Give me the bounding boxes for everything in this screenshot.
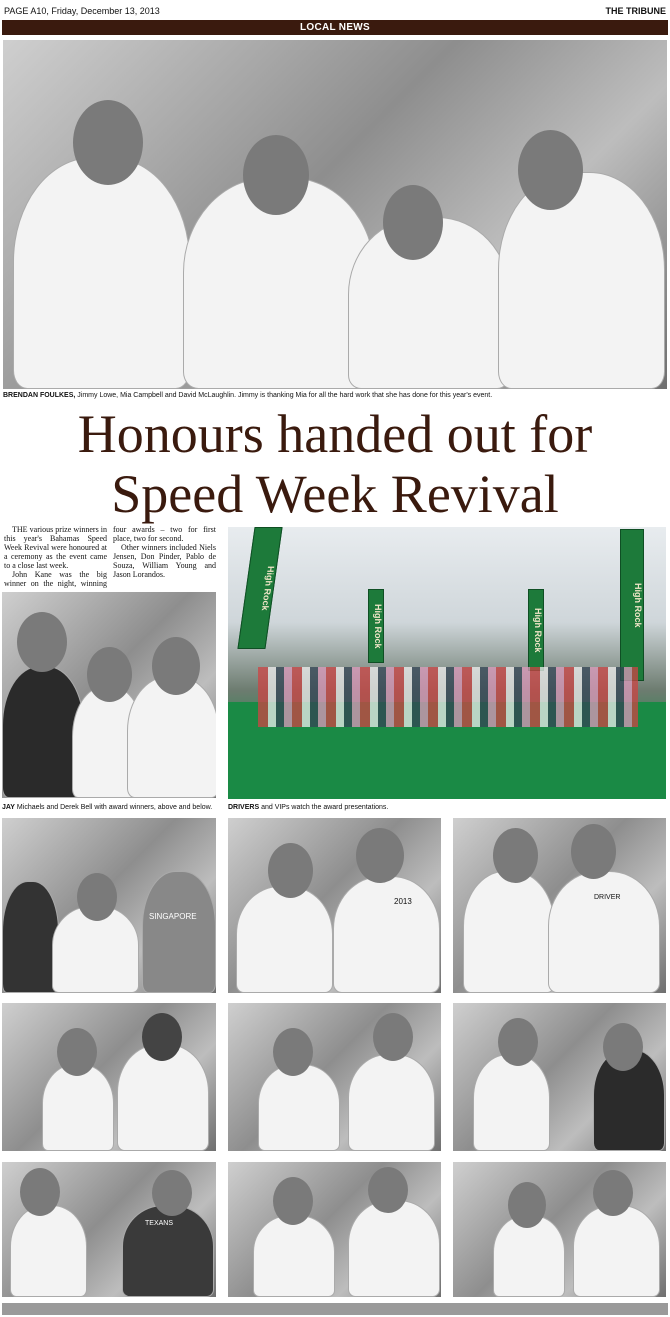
article-paragraph: THE various prize winners in this year's Bahamas Speed Week Revival were honoured at a ceremony as the event came to a close last week. xyxy=(4,525,107,570)
award-photo-9 xyxy=(453,1162,666,1297)
high-rock-banner-mid: High Rock xyxy=(368,589,384,663)
tent-photo-caption: DRIVERS and VIPs watch the award presentations. xyxy=(228,804,389,811)
award-photo-4 xyxy=(2,1003,216,1151)
article-body xyxy=(4,525,216,588)
section-label: LOCAL NEWS xyxy=(2,20,668,35)
shirt-text: SINGAPORE xyxy=(149,912,197,921)
award-photo-2 xyxy=(228,818,441,993)
article-paragraph: John Kane was the big winner on the night, winning four awards – two for first place, two for second. xyxy=(4,525,216,588)
jay-michaels-photo xyxy=(2,592,216,798)
high-rock-banner-left: High Rock xyxy=(237,527,282,649)
top-photo xyxy=(3,40,667,389)
award-photo-3 xyxy=(453,818,666,993)
page-info: PAGE A10, Friday, December 13, 2013 xyxy=(4,6,160,16)
award-photo-5 xyxy=(228,1003,441,1151)
headline-line-2: Speed Week Revival xyxy=(111,464,559,524)
high-rock-banner-right: High Rock xyxy=(528,589,544,671)
paper-name: THE TRIBUNE xyxy=(605,6,666,16)
awards-tent-photo xyxy=(228,527,666,799)
top-photo-caption: BRENDAN FOULKES, Jimmy Lowe, Mia Campbell and David McLaughlin. Jimmy is thanking Mia for all the hard work that she has done for this year's event. xyxy=(3,392,493,399)
shirt-text: DRIVER xyxy=(594,894,621,901)
award-photo-7 xyxy=(2,1162,216,1297)
headline-line-1: Honours handed out for xyxy=(77,404,593,464)
shirt-text: 2013 xyxy=(394,897,412,906)
award-photo-8 xyxy=(228,1162,441,1297)
headline xyxy=(0,404,670,524)
masthead-line xyxy=(4,4,666,18)
article-paragraph: Other winners included Niels Jensen, Don Pinder, Pablo de Souza, William Young and Jason Lorandos. xyxy=(113,543,216,579)
high-rock-banner-far-right: High Rock xyxy=(620,529,644,681)
award-photo-6 xyxy=(453,1003,666,1151)
shirt-text: TEXANS xyxy=(145,1220,174,1227)
bottom-rule xyxy=(2,1303,668,1315)
award-photo-1 xyxy=(2,818,216,993)
left-photo-caption: JAY Michaels and Derek Bell with award winners, above and below. xyxy=(2,804,213,811)
